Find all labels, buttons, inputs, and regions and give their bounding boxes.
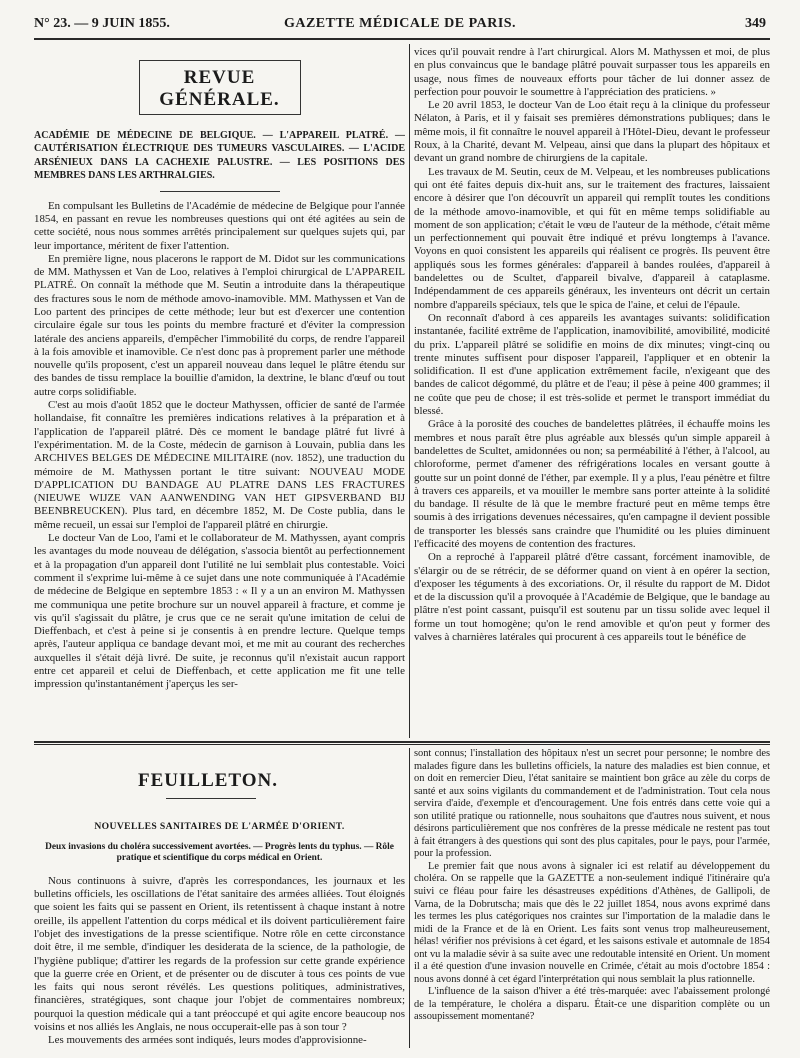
feuilleton-rule-top <box>34 741 770 743</box>
section-divider <box>160 191 280 192</box>
feuilleton-heading: FEUILLETON. <box>138 770 278 791</box>
feuilleton-right-column <box>414 748 770 1048</box>
revue-subtitle: ACADÉMIE DE MÉDECINE DE BELGIQUE. — L'APPAREIL PLATRÉ. — CAUTÉRISATION ÉLECTRIQUE DES TUMEURS VASCULAIRES. — L'ACIDE ARSÉNIEUX DANS LA CACHEXIE PALUSTRE. — LES POSITIONS DES MEMBRES DANS LES ARTHRALGIES. <box>34 130 405 182</box>
paragraph: Les mouvements des armées sont indiqués, leurs modes d'approvisionne- <box>48 1034 367 1047</box>
paragraph: C'est au mois d'août 1852 que le docteur Mathyssen, officier de santé de l'armée hollandaise, fit connaître les premières indications relatives à la préparation et à l'application de l'appareil plâtré. Dès ce moment le bandage plâtré fut livré à l'expérimentation. M. de la Coste, médecin de garnison à Louvain, publia dans les ARCHIVES BELGES DE MÉDECINE MILITAIRE (nov. 1852), une traduction du mémoire de M. Mathyssen portant le titre suivant: NOUVEAU MODE D'APPLICATION DU BANDAGE AU PLATRE DANS LES FRACTURES (NIEUWE WIJZE VAN AANWENDING VAN HET GIPSVERBAND BIJ BEENBREUCKEN). Plus tard, en décembre 1852, M. De Coste publia, dans le même recueil, un essai sur l'emploi de l'appareil plâtré en chirurgie. <box>34 399 405 531</box>
paragraph: On a reproché à l'appareil plâtré d'être cassant, forcément inamovible, de s'élargir ou de se rétrécir, de se déformer quand on vient à en opérer la section, d'exposer les téguments à des excoriations. Or, il résulte du rapport de M. Didot et de la discussion qu'il a provoquée à l'Académie de Belgique, que le bandage au plâtre n'est point cassant, puisqu'il est soutenu par un tissu solide avec lequel il forme un tout homogène; qu'on le rend amovible et qu'on peut y former des valves à charnières latérales qui procurent à ces appareils tout le bénéfice de <box>414 551 770 644</box>
paragraph: Le 20 avril 1853, le docteur Van de Loo était reçu à la clinique du professeur Nélaton, à Paris, et il y faisait ses premières démonstrations publiques; dans le même mois, il fit connaître le nouvel appareil à l'Hôtel-Dieu, devant le professeur Roux, à la Charité, devant M. Velpeau, ainsi que dans la plupart des hôpitaux et devant un grand nombre de chirurgiens de la capitale. <box>414 99 770 165</box>
revue-right-text <box>414 46 770 644</box>
paragraph: sont connus; l'installation des hôpitaux n'est un secret pour personne; le nombre des malades figure dans les bulletins officiels, la nature des maladies est bien connue, et on doit en remercier Dieu, l'état sanitaire se maintient bon grâce au zèle du corps de santé et aux soins vigilants du commandement et de l'administration. Tout cela nous servira d'aide, d'exemple et d'encouragement. Une fois entrés dans cette voie qui a son utilité pratique ou rationnelle, nous souhaitons que d'autres nous suivent, et nous désirons particulièrement que nos confrères de la presse médicale ne restent pas tout à fait étrangers à des questions qui sont des plus capitales, pour le pays, pour l'armée, pour la profession. <box>414 748 770 860</box>
paragraph: En compulsant les Bulletins de l'Académie de médecine de Belgique pour l'année 1854, en passant en revue les nombreuses questions qui ont été agitées au sein de cette société, nous nous sommes arrêtés principalement sur quelques sujets qui, par leur importance, méritent de fixer l'attention. <box>34 199 405 252</box>
paragraph: Grâce à la porosité des couches de bandelettes plâtrées, il échauffe moins les membres et nous paraît être plus agréable aux blessés qu'un simple appareil à bandelettes de Scultet, amidonnées ou non; sa perméabilité à l'éther, à l'alcool, au chloroforme, permet d'amener des réfrigérations locales en versant goutte à goutte sur un point donné de l'éther, par exemple. Il y a plus, l'eau pénètre et filtre à travers ces appareils, et va mouiller le membre sans porter atteinte à la solidité du bandage. Il résulte de là que le membre fracturé peut en même temps être soumis à des irrigations devenues nécessaires, qu'en campagne il devient possible de transporter les blessés sans craindre que l'humidité ou les pluies diminuent l'efficacité des moyens de contention des fractures. <box>414 418 770 550</box>
feuilleton-right-text <box>414 748 770 1024</box>
paragraph: Le docteur Van de Loo, l'ami et le collaborateur de M. Mathyssen, ayant compris les avantages du mode nouveau de délégation, s'associa bientôt au perfectionnement et à la propagation d'un appareil dont l'utilité ne lui semblait plus contestable. Voici comment il s'exprime lui-même à ce sujet dans une note communiquée à l'Académie de médecine de Belgique en septembre 1853 : « Il y a un an environ M. Mathyssen me communiqua une petite brochure sur un nouvel appareil à fracture, et comme je vis qu'il s'agissait du plâtre, je crus que ce ne serait qu'une imitation de celui de Dieffenbach, et c'est à peine si je consentis à en prendre lecture. Quelque temps après, l'auteur appliqua ce bandage devant moi, et me mit au courant des recherches auxquelles il s'était déjà livré. De suite, je reconnus qu'il n'existait aucun rapport entre cet appareil et celui de Dieffenbach, et cette application me fit une telle impression qu'instantanément j'aperçus les ser- <box>34 532 405 691</box>
paragraph: L'influence de la saison d'hiver a été très-marquée: avec l'abaissement prolongé de la température, le choléra a disparu. Était-ce une disparition complète ou un assoupissement momentané? <box>414 986 770 1023</box>
issue-number: N° 23. — 9 JUIN 1855. <box>34 16 170 31</box>
header-rule <box>34 38 770 40</box>
column-divider-top <box>409 44 410 738</box>
feuilleton-rule-bottom <box>34 744 770 745</box>
page-number: 349 <box>745 16 766 31</box>
revue-right-column <box>414 46 770 738</box>
running-header <box>34 16 766 34</box>
journal-title: GAZETTE MÉDICALE DE PARIS. <box>283 16 517 31</box>
feuilleton-left-column <box>34 748 405 1048</box>
paragraph: Les travaux de M. Seutin, ceux de M. Velpeau, et les nombreuses publications qui ont été faites depuis dix-huit ans, sur le traitement des fractures, laissaient encore à désirer que l'on découvrît un appareil qui remplît toutes les conditions de la méthode amovo-inamovible, et qui fût en même temps solidifiable au moment de son application; c'était le vœu de l'auteur de la méthode, c'était même un perfectionnement qui pouvait être indiqué et prévu longtemps à l'avance. Voyons en quoi consistent les appareils qui réalisent ce progrès. Ils peuvent être appliqués sous les formes générales: d'appareil à bandes roulées, d'appareil à bandelettes ou de Scultet, d'appareil bivalve, d'appareil à cataplasme. Indépendamment de ces appareils généraux, les inventeurs ont décrit un certain nombre d'appareils spéciaux, tels que le spica de l'aine, et celui de l'épaule. <box>414 165 770 311</box>
paragraph: Le premier fait que nous avons à signaler ici est relatif au développement du choléra. On se rappelle que la GAZETTE a non-seulement indiqué l'itinéraire qu'a suivi ce fléau pour faire les désastreuses expéditions d'Athènes, de Gallipoli, de Varna, de la Dobrutscha; mais que dès le 22 juillet 1854, nous avons exprimé dans les termes les plus catégoriques nos craintes sur l'importation de la maladie dans le midi de la France et de là en Orient. Les faits sont venus trop malheureusement, hélas! vérifier nos prévisions à cet égard, et les saisons estivale et automnale de 1854 ont vu la maladie sévir à sa suite avec une redoutable intensité en Orient. Un moment il a été question d'une invasion nouvelle en Crimée, c'était au mois d'octobre 1854 : nous avons donné à cet égard l'interprétation qui nous semblait la plus rationnelle. <box>414 860 770 985</box>
column-divider-bottom <box>409 748 410 1048</box>
paragraph: Nous continuons à suivre, d'après les correspondances, les journaux et les bulletins officiels, les oscillations de l'état sanitaire des armées alliées. Tout éloignés que soient les faits qui se passent en Orient, ils retentissent à chaque instant à notre oreille, ils appellent l'attention du corps médical et ils doivent particulièrement faire l'objet des investigations de la presse scientifique. Notre rôle en cette circonstance doit être, il me semble, d'indiquer les desiderata de la science, de la pathologie, de l'hygiène publique; d'attirer les regards de la profession sur cette grande expérience que la guerre crée en Orient, et de présenter ou de discuter à tous ces points de vue les faits qui nous seront révélés. Les questions politiques, administratives, financières, stratégiques, sont chaque jour l'objet de commentaires nombreux; pourquoi la question médicale qui a tant préoccupé et qui agite encore beaucoup nos voisins et nos alliés les Anglais, ne nous occuperait-elle pas à son tour ? <box>34 874 405 1034</box>
feuilleton-description: Deux invasions du choléra successivement avortées. — Progrès lents du typhus. — Rôle pratique et scientifique du corps médical en Orient. <box>45 842 394 864</box>
paragraph: En première ligne, nous placerons le rapport de M. Didot sur les communications de MM. Mathyssen et Van de Loo, relatives à l'emploi chirurgical de L'APPAREIL PLATRÉ. On connaît la méthode que M. Seutin a introduite dans la thérapeutique des fractures sous le nom de méthode amovo-inamovible. MM. Mathyssen et Van de Loo partent des principes de cette méthode; leur but est d'exercer une contention circulaire égale sur tous les points du membre fracturé et d'éviter la compression latérale des anciens appareils, d'empêcher l'immobilité du corps, de rendre l'appareil à la fois amovible et inamovible. Ce n'est donc pas à proprement parler une méthode nouvelle qu'ils proposent, c'est un appareil nouveau dans lequel le plâtre étendu sur des bandes de tissu remplace la bouillie d'amidon, la dextrine, le blanc d'œuf ou tout autre corps solidifiable. <box>34 252 405 398</box>
feuilleton-divider <box>166 798 256 799</box>
feuilleton-subtitle: NOUVELLES SANITAIRES DE L'ARMÉE D'ORIENT. <box>94 821 345 832</box>
feuilleton-left-text <box>34 875 405 1048</box>
paragraph: vices qu'il pouvait rendre à l'art chirurgical. Alors M. Mathyssen et moi, de plus en plus convaincus que le bandage plâtré pouvait surpasser tous les appareils en usage, nous fîmes de nouveaux efforts pour tâcher de lui donner assez de perfection pour pouvoir le soumettre à l'appréciation des praticiens. » <box>414 46 770 98</box>
revue-heading: REVUE GÉNÉRALE. <box>139 60 301 115</box>
paragraph: On reconnaît d'abord à ces appareils les avantages suivants: solidification instantanée, facilité extrême de l'application, inamovibilité, amovibilité, modicité du prix. L'appareil plâtré se solidifie en moins de dix minutes; vingt-cinq ou trente minutes suffisent pour disposer l'appareil, l'appliquer et en obtenir la solidification. Il est d'une application extrêmement facile, n'exigeant que des bandes de calicot dégommé, du plâtre et de l'eau; il pèse à peine 400 grammes; il ne coûte que peu de chose; il est très-solide et permet le transport immédiat du blessé. <box>414 311 770 418</box>
revue-left-text <box>34 200 405 692</box>
revue-left-column <box>34 46 405 738</box>
